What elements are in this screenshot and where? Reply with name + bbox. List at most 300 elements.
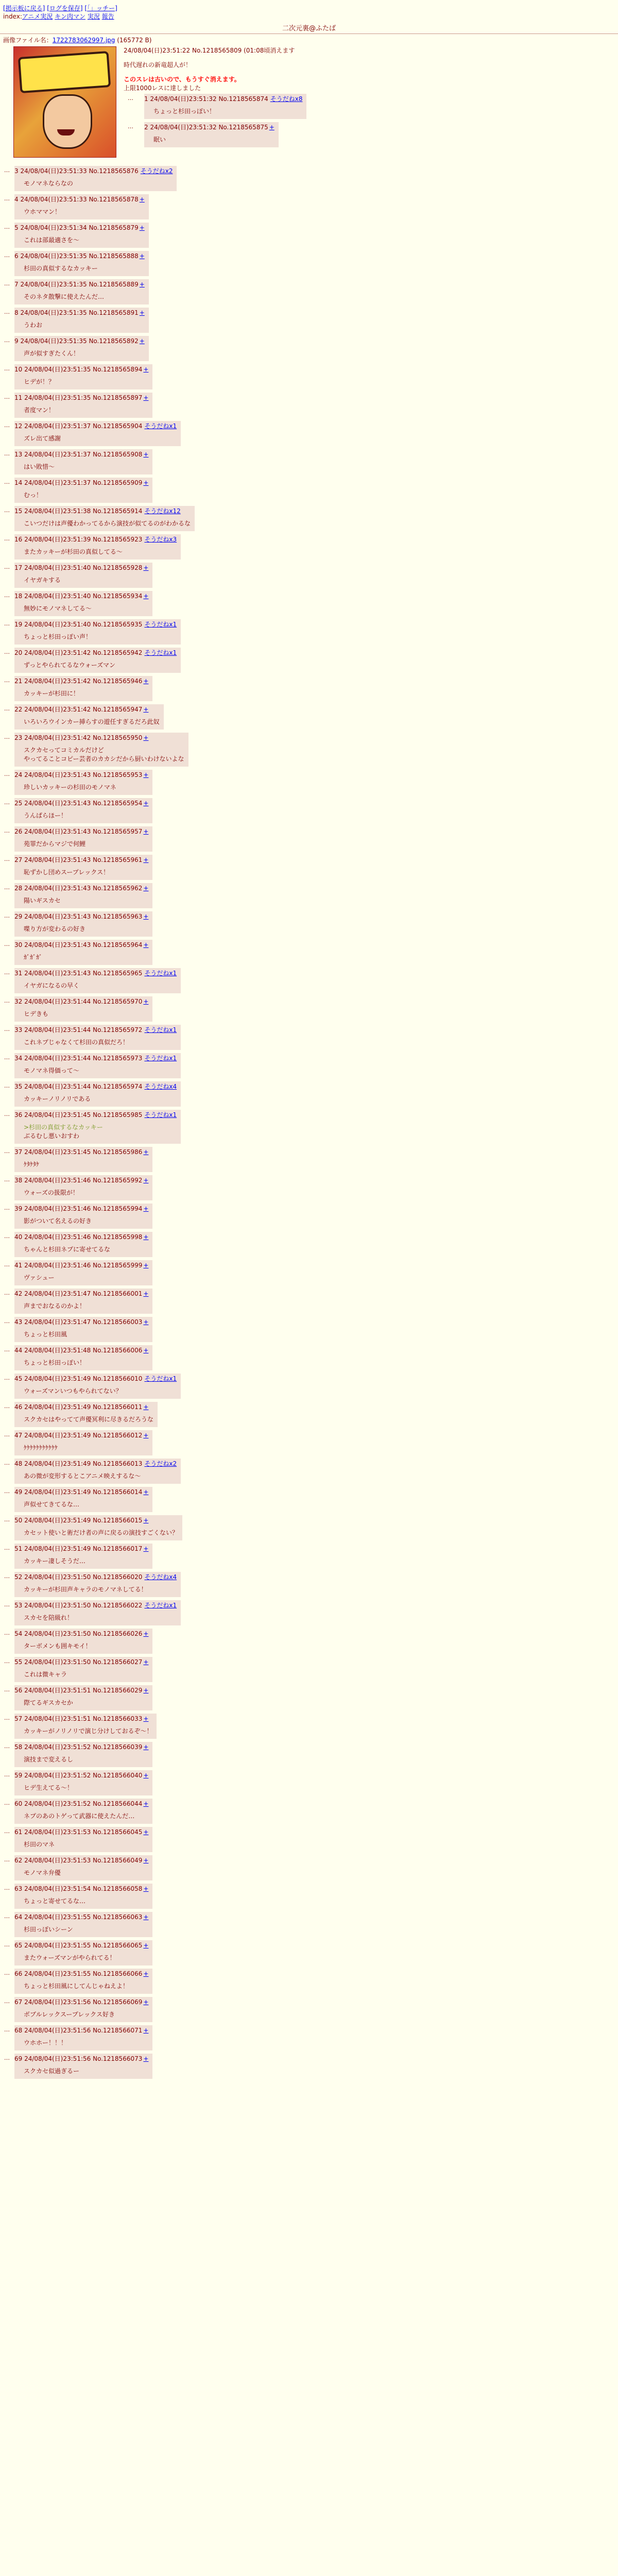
reply-number[interactable]: No.1218566020 (93, 1573, 143, 1581)
reply-number[interactable]: No.1218565946 (93, 677, 143, 685)
reply-gutter-mark: … (4, 1205, 10, 1211)
reply-number[interactable]: No.1218565928 (93, 564, 143, 571)
sodane-plus-button[interactable]: + (143, 1318, 149, 1326)
reply-body (24, 840, 148, 849)
reply-number[interactable]: No.1218565923 (93, 536, 143, 543)
sodane-plus-button[interactable]: + (143, 885, 149, 892)
reply-post (0, 478, 618, 503)
reply-text: 眠い (153, 136, 166, 143)
reply-text: イヤガになるの早く (24, 982, 80, 989)
reply-index: 54 (14, 1630, 23, 1637)
sodane-button[interactable]: そうだねx2 (144, 1460, 177, 1467)
reply-box (14, 1685, 152, 1710)
reply-number[interactable]: No.1218566015 (93, 1517, 143, 1524)
reply-text: ちょっと杉田風にしてんじゃねえよ！ (24, 1982, 129, 1990)
reply-gutter-mark: … (4, 1082, 10, 1089)
reply-number[interactable]: No.1218566045 (93, 1828, 143, 1836)
reply-box (14, 1025, 181, 1050)
reply-box (14, 1884, 152, 1909)
reply-number[interactable]: No.1218565892 (89, 337, 139, 345)
sodane-plus-button[interactable]: + (143, 1772, 149, 1779)
reply-datetime: 24/08/04(日)23:51:46 (24, 1262, 91, 1269)
reply-datetime: 24/08/04(日)23:51:53 (24, 1828, 91, 1836)
sodane-plus-button[interactable]: + (143, 1545, 149, 1552)
sodane-plus-button[interactable]: + (139, 224, 145, 231)
reply-number[interactable]: No.1218565934 (93, 592, 143, 600)
op-thumbnail[interactable] (13, 46, 116, 158)
reply-number[interactable]: No.1218566013 (93, 1460, 143, 1467)
reply-number[interactable]: No.1218565876 (89, 167, 139, 175)
sodane-plus-button[interactable]: + (139, 281, 145, 288)
sodane-plus-button[interactable]: + (143, 2027, 149, 2034)
sodane-plus-button[interactable]: + (143, 479, 149, 486)
reply-meta (14, 2055, 148, 2063)
sodane-plus-button[interactable]: + (143, 800, 149, 807)
reply-gutter-mark: … (4, 1375, 10, 1381)
reply-box (14, 855, 152, 880)
reply-number[interactable]: No.1218565894 (93, 366, 143, 373)
sodane-plus-button[interactable]: + (143, 1687, 149, 1694)
reply-datetime: 24/08/04(日)23:51:44 (24, 1055, 91, 1062)
reply-meta (14, 1686, 148, 1694)
reply-box (14, 1799, 152, 1824)
reply-body (24, 236, 145, 245)
reply-text: こいつだけは声優わかってるから演技が似てるのがわかるな (24, 520, 191, 527)
sodane-button[interactable]: そうだねx2 (140, 167, 173, 175)
reply-datetime: 24/08/04(日)23:51:46 (24, 1205, 91, 1212)
reply-text: 声までおなるのかよ！ (24, 1302, 86, 1310)
reply-number[interactable]: No.1218565953 (93, 771, 143, 778)
sodane-plus-button[interactable]: + (143, 1403, 149, 1411)
reply-index: 26 (14, 828, 23, 835)
reply-box (14, 478, 152, 503)
reply-gutter-mark: … (4, 1941, 10, 1948)
reply-text: カッキー凄しそうだ… (24, 1557, 85, 1565)
reply-body (24, 1869, 148, 1877)
sodane-plus-button[interactable]: + (143, 1488, 149, 1496)
reply-text: スカセを陪級れ！ (24, 1614, 74, 1621)
reply-meta (14, 1601, 177, 1609)
reply-number[interactable]: No.1218565985 (93, 1111, 143, 1118)
reply-index: 44 (14, 1347, 23, 1354)
sodane-plus-button[interactable]: + (143, 1828, 149, 1836)
reply-number[interactable]: No.1218566065 (93, 1942, 143, 1949)
reply-gutter-mark: … (4, 771, 10, 777)
reply-number[interactable]: No.1218565965 (93, 970, 143, 977)
reply-text: うわお (24, 321, 43, 329)
reply-datetime: 24/08/04(日)23:51:35 (24, 366, 91, 373)
reply-index: 7 (14, 281, 19, 288)
reply-meta (14, 1658, 148, 1666)
reply-gutter-mark: … (4, 884, 10, 891)
sodane-plus-button[interactable]: + (143, 677, 149, 685)
sodane-plus-button[interactable]: + (139, 337, 145, 345)
reply-box (14, 1430, 152, 1455)
reply-datetime: 24/08/04(日)23:51:37 (24, 451, 91, 458)
reply-number[interactable]: No.1218565909 (93, 479, 143, 486)
reply-text: はい敗惜～ (24, 463, 55, 470)
reply-number[interactable]: No.1218566003 (93, 1318, 143, 1326)
sodane-plus-button[interactable]: + (143, 706, 149, 713)
file-link[interactable]: 1722783062997.jpg (52, 37, 115, 44)
reply-box (14, 940, 152, 965)
reply-post (0, 251, 618, 276)
reply-gutter-mark: … (4, 1771, 10, 1778)
reply-post (0, 676, 618, 701)
reply-text: ちょっと杉田っぽい！ (24, 1359, 86, 1366)
reply-number[interactable]: No.1218566039 (93, 1743, 143, 1751)
reply-box (14, 364, 152, 389)
reply-body (24, 1160, 148, 1169)
reply-number[interactable]: No.1218565994 (93, 1205, 143, 1212)
reply-body (24, 604, 148, 613)
reply-number[interactable]: No.1218566022 (93, 1602, 143, 1609)
reply-number[interactable]: No.1218566027 (93, 1658, 143, 1666)
reply-gutter-mark: … (4, 1460, 10, 1466)
reply-index: 61 (14, 1828, 23, 1836)
reply-box (14, 1515, 182, 1540)
reply-number[interactable]: No.1218566044 (93, 1800, 143, 1807)
reply-post (0, 1714, 618, 1739)
reply-body (24, 349, 145, 358)
sodane-plus-button[interactable]: + (143, 1800, 149, 1807)
sodane-button[interactable]: そうだねx4 (144, 1083, 177, 1090)
reply-meta (14, 1233, 148, 1241)
reply-body (24, 1840, 148, 1849)
sodane-plus-button[interactable]: + (139, 196, 145, 203)
reply-meta (14, 1998, 148, 2006)
reply-box (14, 883, 152, 908)
reply-number[interactable]: No.1218566012 (93, 1432, 143, 1439)
index-link-jikkyo[interactable]: 実況 (87, 13, 100, 20)
sodane-plus-button[interactable]: + (143, 1715, 149, 1722)
catchy-link[interactable]: [「」ッチー] (84, 5, 117, 12)
reply-meta (14, 969, 177, 977)
reply-gutter-mark: … (4, 1998, 10, 2005)
reply-number[interactable]: No.1218566017 (93, 1545, 143, 1552)
reply-number[interactable]: No.1218566033 (93, 1715, 143, 1722)
reply-datetime: 24/08/04(日)23:51:43 (24, 941, 91, 948)
reply-box (14, 308, 149, 333)
reply-number[interactable]: No.1218565914 (93, 507, 143, 515)
reply-post (0, 1175, 618, 1200)
sodane-plus-button[interactable]: + (143, 1517, 149, 1524)
reply-meta (14, 997, 148, 1006)
sodane-plus-button[interactable]: + (143, 1290, 149, 1297)
sodane-plus-button[interactable]: + (143, 1347, 149, 1354)
reply-box (14, 826, 152, 852)
reply-index: 37 (14, 1148, 23, 1156)
sodane-plus-button[interactable]: + (143, 1857, 149, 1864)
reply-post (0, 1317, 618, 1342)
reply-number[interactable]: No.1218565874 (218, 95, 268, 103)
reply-number[interactable]: No.1218565875 (218, 124, 268, 131)
reply-datetime: 24/08/04(日)23:51:43 (24, 856, 91, 863)
sodane-plus-button[interactable]: + (143, 564, 149, 571)
reply-index: 20 (14, 649, 23, 656)
reply-meta (14, 1516, 178, 1524)
reply-box (14, 798, 152, 823)
sodane-plus-button[interactable]: + (143, 394, 149, 401)
reply-number[interactable]: No.1218565962 (93, 885, 143, 892)
reply-index: 65 (14, 1942, 23, 1949)
reply-number[interactable]: No.1218566029 (93, 1687, 143, 1694)
reply-gutter-mark: … (128, 95, 133, 101)
reply-meta (14, 705, 160, 714)
reply-gutter-mark: … (4, 365, 10, 372)
reply-number[interactable]: No.1218566010 (93, 1375, 143, 1382)
reply-number[interactable]: No.1218565878 (89, 196, 139, 203)
reply-post (124, 94, 587, 119)
reply-post (0, 1657, 618, 1682)
sodane-plus-button[interactable]: + (143, 1262, 149, 1269)
reply-post (0, 733, 618, 767)
reply-text: またカッキーが杉田の真似してる～ (24, 548, 123, 555)
reply-gutter-mark: … (4, 195, 10, 202)
reply-number[interactable]: No.1218566049 (93, 1857, 143, 1864)
reply-meta (14, 1290, 148, 1298)
reply-box (144, 122, 279, 147)
index-link-kinniku[interactable]: キン肉マン (55, 13, 85, 20)
reply-number[interactable]: No.1218565957 (93, 828, 143, 835)
sodane-button[interactable]: そうだねx1 (144, 1026, 177, 1033)
reply-number[interactable]: No.1218566040 (93, 1772, 143, 1779)
reply-post (0, 194, 618, 219)
sodane-plus-button[interactable]: + (143, 1885, 149, 1892)
reply-meta (14, 1715, 152, 1723)
reply-number[interactable]: No.1218566066 (93, 1970, 143, 1977)
reply-number[interactable]: No.1218565891 (89, 309, 139, 316)
reply-gutter-mark: … (4, 1148, 10, 1155)
reply-meta (14, 734, 184, 742)
sodane-plus-button[interactable]: + (143, 1233, 149, 1241)
reply-meta (14, 1261, 148, 1269)
sodane-plus-button[interactable]: + (143, 828, 149, 835)
save-log-link[interactable]: [ログを保存] (47, 5, 83, 12)
reply-post (0, 1742, 618, 1767)
sodane-button[interactable]: そうだねx1 (144, 649, 177, 656)
sodane-plus-button[interactable]: + (143, 1942, 149, 1949)
reply-meta (14, 1176, 148, 1184)
reply-index: 63 (14, 1885, 23, 1892)
reply-number[interactable]: No.1218566073 (93, 2055, 143, 2062)
sodane-plus-button[interactable]: + (143, 1205, 149, 1212)
reply-text: ヒデきも (24, 1010, 49, 1018)
reply-text: ウォーズの扱限が！ (24, 1189, 79, 1196)
reply-datetime: 24/08/04(日)23:51:55 (24, 1913, 91, 1921)
reply-meta (14, 771, 148, 779)
reply-index: 43 (14, 1318, 23, 1326)
reply-post (0, 968, 618, 993)
sodane-plus-button[interactable]: + (139, 252, 145, 260)
reply-number[interactable]: No.1218565908 (93, 451, 143, 458)
reply-box (14, 449, 152, 474)
sodane-plus-button[interactable]: + (143, 1743, 149, 1751)
reply-number[interactable]: No.1218566069 (93, 1998, 143, 2006)
sodane-button[interactable]: そうだねx1 (144, 1111, 177, 1118)
reply-index: 11 (14, 394, 23, 401)
sodane-plus-button[interactable]: + (143, 366, 149, 373)
reply-body (24, 378, 148, 386)
index-link-report[interactable]: 報告 (101, 13, 114, 20)
reply-post (0, 940, 618, 965)
sodane-plus-button[interactable]: + (143, 451, 149, 458)
reply-text: モノマネ得価って～ (24, 1067, 79, 1074)
reply-box (14, 1175, 152, 1200)
reply-number[interactable]: No.1218565904 (93, 422, 143, 430)
reply-datetime: 24/08/04(日)23:51:52 (24, 1743, 91, 1751)
reply-post (0, 1544, 618, 1569)
reply-text: スクカセはやってて声優冥利に尽きるだろうな (24, 1416, 154, 1423)
reply-text: スクカセ似過ぎるー (24, 2067, 80, 2075)
reply-body (24, 293, 145, 301)
sodane-plus-button[interactable]: + (143, 856, 149, 863)
reply-number[interactable]: No.1218565986 (93, 1148, 143, 1156)
reply-number[interactable]: No.1218565954 (93, 800, 143, 807)
reply-datetime: 24/08/04(日)23:51:33 (20, 167, 87, 175)
reply-number[interactable]: No.1218565970 (93, 998, 143, 1005)
reply-text: ウホママン！ (24, 208, 61, 215)
reply-number[interactable]: No.1218565992 (93, 1177, 143, 1184)
reply-number[interactable]: No.1218566058 (93, 1885, 143, 1892)
reply-number[interactable]: No.1218566026 (93, 1630, 143, 1637)
reply-body (24, 811, 148, 820)
sodane-button[interactable]: そうだねx1 (144, 970, 177, 977)
reply-box (14, 393, 152, 418)
sodane-plus-button[interactable]: + (143, 1630, 149, 1637)
reply-number[interactable]: No.1218565973 (93, 1055, 143, 1062)
reply-number[interactable]: No.1218565972 (93, 1026, 143, 1033)
reply-box (14, 534, 181, 560)
sodane-button[interactable]: そうだねx1 (144, 621, 177, 628)
sodane-plus-button[interactable]: + (143, 734, 149, 741)
sodane-plus-button[interactable]: + (143, 998, 149, 1005)
reply-number[interactable]: No.1218565889 (89, 281, 139, 288)
sodane-plus-button[interactable]: + (143, 1148, 149, 1156)
reply-meta (144, 95, 302, 103)
reply-number[interactable]: No.1218565935 (93, 621, 143, 628)
sodane-plus-button[interactable]: + (143, 2055, 149, 2062)
sodane-plus-button[interactable]: + (143, 1998, 149, 2006)
reply-box (14, 506, 195, 531)
reply-index: 16 (14, 536, 23, 543)
reply-index: 27 (14, 856, 23, 863)
reply-box (14, 1770, 152, 1795)
reply-box (14, 279, 149, 304)
reply-number[interactable]: No.1218565998 (93, 1233, 143, 1241)
reply-number[interactable]: No.1218566014 (93, 1488, 143, 1496)
sodane-button[interactable]: そうだねx3 (144, 536, 177, 543)
reply-number[interactable]: No.1218565999 (93, 1262, 143, 1269)
reply-number[interactable]: No.1218565961 (93, 856, 143, 863)
reply-number[interactable]: No.1218565963 (93, 913, 143, 920)
op-body (124, 46, 587, 150)
reply-datetime: 24/08/04(日)23:51:50 (24, 1602, 91, 1609)
reply-index: 2 (144, 124, 148, 131)
file-label: 画像ファイル名： (3, 37, 53, 44)
back-to-board-link[interactable]: [掲示板に戻る] (3, 5, 45, 12)
reply-number[interactable]: No.1218566063 (93, 1913, 143, 1921)
reply-number[interactable]: No.1218566001 (93, 1290, 143, 1297)
sodane-button[interactable]: そうだねx1 (144, 1055, 177, 1062)
reply-text: むっ！ (24, 492, 43, 499)
op-warning-limit: 上限1000レスに達しました (124, 84, 201, 92)
sodane-plus-button[interactable]: + (143, 1177, 149, 1184)
reply-number[interactable]: No.1218565942 (93, 649, 143, 656)
reply-number[interactable]: No.1218566071 (93, 2027, 143, 2034)
reply-text: ヒデ生えてる～！ (24, 1784, 74, 1791)
index-link-anime[interactable]: アニメ実況 (22, 13, 53, 20)
sodane-plus-button[interactable]: + (143, 1658, 149, 1666)
reply-box (14, 563, 152, 588)
reply-index: 57 (14, 1715, 23, 1722)
reply-body (24, 1585, 177, 1594)
reply-index: 25 (14, 800, 23, 807)
sodane-button[interactable]: そうだねx1 (144, 1602, 177, 1609)
reply-datetime: 24/08/04(日)23:51:55 (24, 1942, 91, 1949)
op-number[interactable]: No.1218565809 (192, 47, 242, 54)
reply-number[interactable]: No.1218565888 (89, 252, 139, 260)
reply-meta (14, 1346, 148, 1354)
reply-body (24, 1095, 177, 1104)
reply-box (144, 94, 306, 119)
reply-gutter-mark: … (4, 564, 10, 570)
reply-post (0, 1572, 618, 1597)
sodane-plus-button[interactable]: + (143, 913, 149, 920)
reply-number[interactable]: No.1218566011 (93, 1403, 143, 1411)
reply-datetime: 24/08/04(日)23:51:56 (24, 1998, 91, 2006)
reply-number[interactable]: No.1218565974 (93, 1083, 143, 1090)
reply-post (0, 798, 618, 823)
reply-gutter-mark: … (4, 1111, 10, 1117)
sodane-plus-button[interactable]: + (143, 941, 149, 948)
reply-body (24, 1699, 148, 1707)
reply-body (24, 1812, 148, 1821)
sodane-plus-button[interactable]: + (143, 1970, 149, 1977)
reply-gutter-mark: … (4, 592, 10, 599)
sodane-button[interactable]: そうだねx1 (144, 422, 177, 430)
index-prefix: index: (3, 13, 22, 20)
reply-post (0, 1940, 618, 1965)
sodane-plus-button[interactable]: + (143, 1913, 149, 1921)
reply-body (24, 1038, 177, 1047)
reply-number[interactable]: No.1218566006 (93, 1347, 143, 1354)
reply-body (24, 519, 191, 528)
sodane-plus-button[interactable]: + (143, 592, 149, 600)
sodane-button[interactable]: そうだねx1 (144, 1375, 177, 1382)
reply-text: 声が似すぎたくん！ (24, 350, 80, 357)
sodane-plus-button[interactable]: + (139, 309, 145, 316)
reply-meta (14, 309, 145, 317)
reply-gutter-mark: … (4, 1488, 10, 1495)
reply-datetime: 24/08/04(日)23:51:38 (24, 507, 91, 515)
sodane-plus-button[interactable]: + (143, 1432, 149, 1439)
sodane-plus-button[interactable]: + (269, 124, 274, 131)
reply-gutter-mark: … (4, 1176, 10, 1183)
sodane-button[interactable]: そうだねx12 (144, 507, 181, 515)
reply-number[interactable]: No.1218565964 (93, 941, 143, 948)
reply-post (0, 1997, 618, 2022)
reply-number[interactable]: No.1218565897 (93, 394, 143, 401)
reply-index: 8 (14, 309, 19, 316)
reply-body (24, 1755, 148, 1764)
sodane-button[interactable]: そうだねx8 (270, 95, 303, 103)
reply-number[interactable]: No.1218565947 (93, 706, 143, 713)
sodane-button[interactable]: そうだねx4 (144, 1573, 177, 1581)
reply-number[interactable]: No.1218565879 (89, 224, 139, 231)
sodane-plus-button[interactable]: + (143, 771, 149, 778)
reply-number[interactable]: No.1218565950 (93, 734, 143, 741)
